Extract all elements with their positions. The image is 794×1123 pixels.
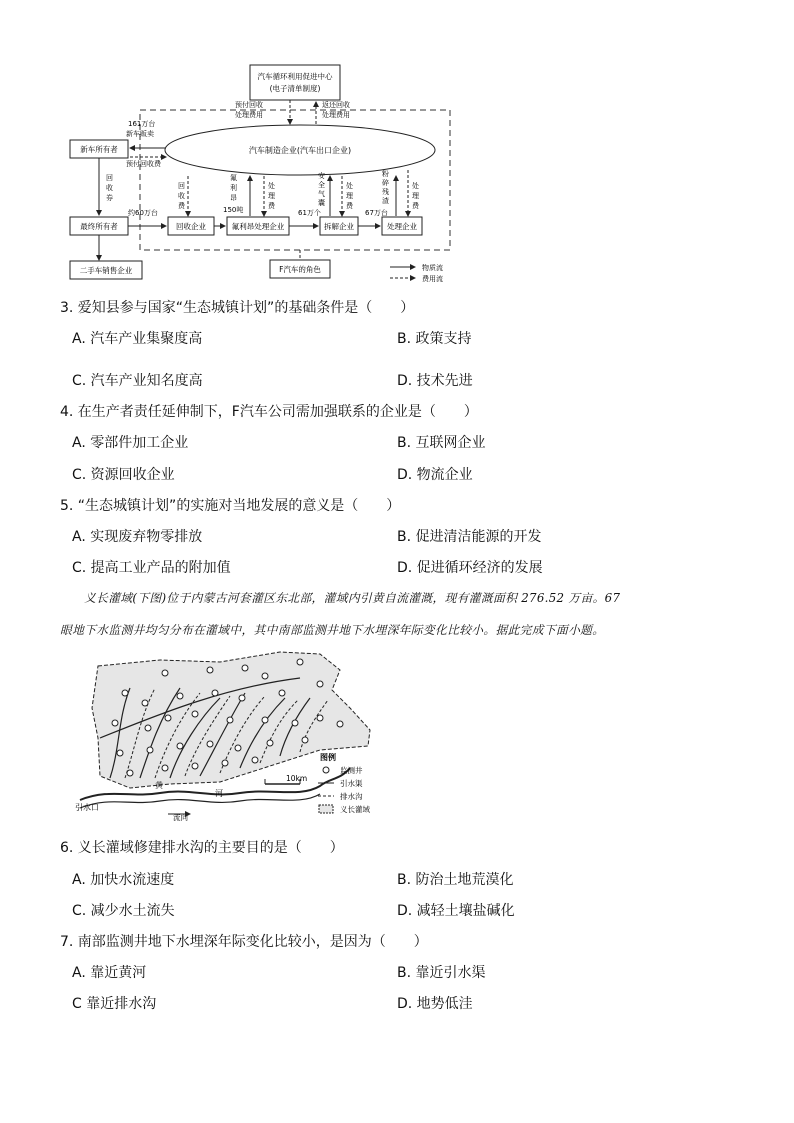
proc-fee-2b: 理 (346, 192, 353, 200)
collect-1: 回 (106, 174, 113, 182)
q5-option-a[interactable]: A. 实现废弃物零排放 (72, 529, 203, 545)
promotion-center-title: 汽车循环利用促进中心 (257, 72, 333, 81)
q7-option-a[interactable]: A. 靠近黄河 (72, 965, 147, 981)
shredder-4: 渣 (382, 197, 389, 205)
airbag-2: 全 (318, 181, 325, 189)
q5-stem: 5. “生态城镇计划”的实施对当地发展的意义是（ ） (60, 498, 401, 514)
return-label-2: 处理费用 (322, 111, 350, 119)
q7-option-c[interactable]: C 靠近排水沟 (72, 996, 157, 1012)
collect-2: 收 (106, 184, 113, 192)
q5-option-b[interactable]: B. 促进清洁能源的开发 (397, 529, 542, 545)
q3-stem: 3. 爱知县参与国家“生态城镇计划”的基础条件是（ ） (60, 300, 415, 316)
q5-option-c[interactable]: C. 提高工业产品的附加值 (72, 560, 231, 576)
q3-option-c[interactable]: C. 汽车产业知名度高 (72, 373, 203, 389)
prepay-fee: 预付回收费 (126, 160, 161, 168)
legend-material: 物质流 (422, 264, 443, 272)
airbag-4: 囊 (318, 199, 325, 207)
q7-option-d[interactable]: D. 地势低洼 (397, 996, 473, 1012)
sales-161: 161万台 (128, 120, 156, 128)
used-car-label: 二手车销售企业 (79, 266, 133, 275)
proc-fee-3a: 处 (412, 182, 419, 190)
proc-fee-2a: 处 (346, 182, 353, 190)
q6-option-b[interactable]: B. 防治土地荒漠化 (397, 872, 514, 888)
q7-stem: 7. 南部监测井地下水埋深年际变化比较小，是因为（ ） (60, 934, 428, 950)
q6-stem: 6. 义长灌域修建排水沟的主要目的是（ ） (60, 840, 344, 856)
irrigation-map (70, 648, 390, 823)
q3-option-a[interactable]: A. 汽车产业集聚度高 (72, 331, 203, 347)
units-61: 61万个 (298, 209, 321, 217)
shredder-3: 残 (382, 188, 389, 196)
legend-canal: 引水渠 (340, 779, 363, 788)
airbag-3: 气 (318, 190, 325, 198)
collect-3: 券 (106, 194, 113, 202)
legend-ditch: 排水沟 (340, 792, 363, 801)
sales-label: 新车贩卖 (126, 130, 154, 138)
recycle-fee-1: 回 (178, 182, 185, 190)
flow-label: 流向 (173, 813, 188, 822)
ton-150: 150吨 (223, 206, 244, 214)
q5-option-d[interactable]: D. 促进循环经济的发展 (397, 560, 543, 576)
recycle-fee-3: 费 (178, 202, 185, 210)
passage-line-1: 义长灌域(下图)位于内蒙古河套灌区东北部，灌域内引黄自流灌溉，现有灌溉面积 276.52 万亩。67 (84, 591, 621, 605)
new-owner-label: 新车所有者 (80, 145, 118, 154)
river-huang: 黄 (155, 781, 163, 790)
recycling-flow-diagram (60, 60, 480, 285)
legend-title: 图例 (320, 753, 336, 762)
shredder-2: 碎 (382, 179, 389, 187)
proc-fee-1a: 处 (268, 182, 275, 190)
treatment-company-label: 处理企业 (387, 222, 417, 231)
prepay-label-2: 处理费用 (235, 111, 263, 119)
recycle-company-label: 回收企业 (176, 222, 206, 231)
q7-option-b[interactable]: B. 靠近引水渠 (397, 965, 486, 981)
q3-option-d[interactable]: D. 技术先进 (397, 373, 473, 389)
q6-option-c[interactable]: C. 减少水土流失 (72, 903, 175, 919)
freon-2: 利 (230, 184, 237, 192)
freon-1: 氟 (230, 174, 237, 182)
intake-label: 引水口 (75, 803, 99, 812)
proc-fee-2c: 费 (346, 202, 353, 210)
proc-fee-3b: 理 (412, 192, 419, 200)
legend-fee: 费用流 (422, 275, 443, 283)
shredder-1: 粉 (382, 170, 389, 178)
q4-option-b[interactable]: B. 互联网企业 (397, 435, 486, 451)
return-label-1: 返还回收 (322, 101, 350, 109)
proc-fee-1c: 费 (268, 202, 275, 210)
recycle-fee-2: 收 (178, 192, 185, 200)
q3-option-b[interactable]: B. 政策支持 (397, 331, 472, 347)
promotion-center-box (250, 65, 340, 100)
river-he: 河 (215, 789, 223, 798)
passage-line-2: 眼地下水监测井均匀分布在灌域中，其中南部监测井地下水埋深年际变化比较小。据此完成下面小题。 (60, 623, 605, 637)
units-67: 67万台 (365, 209, 388, 217)
q4-stem: 4. 在生产者责任延伸制下，F汽车公司需加强联系的企业是（ ） (60, 404, 478, 420)
manufacturer-label: 汽车制造企业(汽车出口企业) (248, 146, 352, 155)
freon-company-label: 氟利昂处理企业 (231, 222, 285, 231)
proc-fee-3c: 费 (412, 202, 419, 210)
scale-label: 10km (286, 774, 308, 783)
role-label: F汽车的角色 (279, 265, 321, 274)
legend-area: 义长灌域 (340, 805, 370, 814)
approx-60: 约60万台 (128, 209, 158, 217)
q6-option-a[interactable]: A. 加快水流速度 (72, 872, 175, 888)
q6-option-d[interactable]: D. 减轻土壤盐碱化 (397, 903, 515, 919)
q4-option-d[interactable]: D. 物流企业 (397, 467, 473, 483)
promotion-center-subtitle: (电子清单制度) (269, 84, 321, 93)
proc-fee-1b: 理 (268, 192, 275, 200)
dismantle-company-label: 拆解企业 (324, 222, 354, 231)
airbag-1: 安 (318, 172, 325, 180)
q4-option-c[interactable]: C. 资源回收企业 (72, 467, 175, 483)
legend-well: 监测井 (340, 766, 363, 775)
freon-3: 昂 (230, 194, 237, 202)
final-owner-label: 最终所有者 (80, 222, 118, 231)
prepay-label-1: 预付回收 (235, 101, 263, 109)
q4-option-a[interactable]: A. 零部件加工企业 (72, 435, 189, 451)
